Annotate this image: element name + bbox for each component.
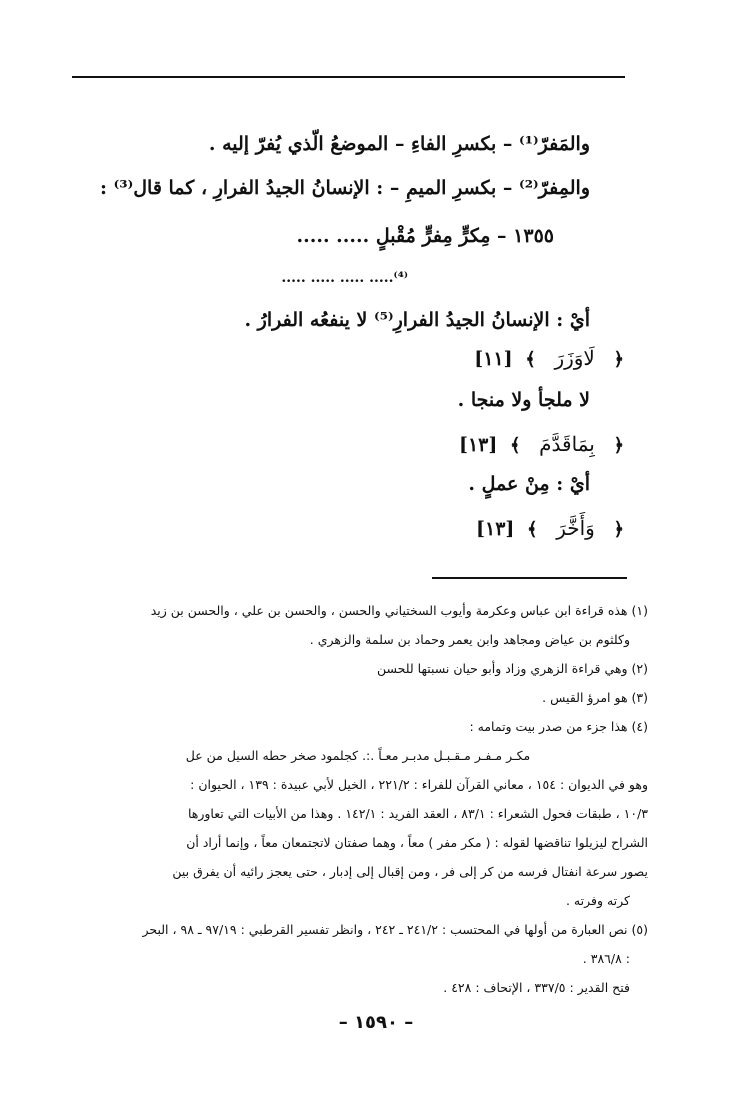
footnote-4-cont: ١٠/٣ ، طبقات فحول الشعراء : ٨٣/١ ، العقد الفريد : ١٤٢/١ . وهذا من الأبيات التي تعاورها: [187, 806, 648, 821]
verse-ref: [١٣]: [458, 434, 498, 456]
footnote-4-cont: يصور سرعة انفتال فرسه من كر إلى فر ، ومن إقبال إلى إدبار ، حتى يعجز رائيه أن يفرق بين: [172, 864, 648, 879]
footnote-5: (٥) نص العبارة من أولها في المحتسب : ٢٤١/٢ ـ ٢٤٢ ، وانظر تفسير القرطبي : ٩٧/١٩ ـ ٩٨ ، البحر: [142, 922, 648, 937]
entry-mifarr-line: والمِفرّ⁽²⁾ – بكسرِ الميمِ – : الإنسانُ الجيدُ الفرارِ ، كما قال⁽³⁾ :: [99, 177, 590, 199]
entry-mafarr-line: والمَفرّ⁽¹⁾ – بكسرِ الفاءِ – الموضعُ الّذي يُفرّ إليه .: [208, 133, 590, 155]
top-rule: [72, 76, 625, 78]
footnote-rule: [432, 577, 627, 579]
verse-open-bracket: ﴿: [613, 519, 624, 540]
gloss-line-2: أيْ : مِنْ عملٍ .: [468, 473, 590, 495]
footnote-4-verse: مكـر مـفـر مـقـبـل مدبـر معـاً .:. كجلمود صخر حطه السيل من عل: [185, 748, 531, 763]
verse-ref: [١٣]: [475, 518, 515, 540]
footnote-5-cont: فتح القدير : ٣٣٧/٥ ، الإتحاف : ٤٢٨ .: [443, 980, 630, 995]
verse-close-bracket: ﴾: [509, 435, 521, 456]
page-number: – ١٥٩٠ –: [338, 1012, 414, 1033]
verse-text: وَأَخَّرَ: [556, 516, 595, 540]
footnotes: [68, 596, 648, 1002]
footnote-4-cont: وهو في الديوان : ١٥٤ ، معاني القرآن للفراء : ٢٢١/٢ ، الخيل لأبي عبيدة : ١٣٩ ، الحيوان :: [190, 777, 648, 792]
verse-close-bracket: ﴾: [525, 349, 536, 370]
explanation-line: أيْ : الإنسانُ الجيدُ الفرارِ⁽⁵⁾ لا ينفعُه الفرارُ .: [244, 309, 590, 331]
verse-text: لَاوَزَرَ: [554, 346, 595, 370]
gloss-line-1: لا ملجأ ولا منجا .: [457, 389, 590, 411]
verse-close-bracket: ﴾: [527, 519, 538, 540]
poem-line-1355: ١٣٥٥ – مِكرٍّ مِفرٍّ مُقْبلٍ ..... .....: [296, 225, 554, 247]
quran-verse-wa-akhkhara: [476, 512, 630, 546]
footnote-4: (٤) هذا جزء من صدر بيت وتمامه :: [469, 719, 648, 734]
quran-verse-la-wazar: [474, 342, 630, 376]
poem-ellipsis-line: ⁽⁴⁾..... ..... ..... .....: [281, 270, 408, 286]
footnote-3: (٣) هو امرؤ القيس .: [542, 690, 648, 705]
footnote-1: (١) هذه قراءة ابن عباس وعكرمة وأيوب السختياني والحسن ، والحسن بن علي ، والحسن بن زيد: [150, 603, 648, 618]
verse-open-bracket: ﴿: [613, 349, 624, 370]
footnote-2: (٢) وهي قراءة الزهري وزاد وأبو حيان نسبتها للحسن: [376, 661, 648, 676]
footnote-1-cont: وكلثوم بن عياض ومجاهد وابن يعمر وحماد بن سلمة والزهري .: [309, 632, 630, 647]
quran-verse-bima-qaddama: [459, 428, 630, 462]
verse-ref: [١١]: [474, 348, 513, 370]
footnote-4-cont: كرته وفرته .: [565, 893, 630, 908]
footnote-5-cont: : ٣٨٦/٨ .: [582, 951, 630, 966]
footnote-4-cont: الشراح ليزيلوا تناقضها لقوله : ( مكر مفر ) معاً ، وهما صفتان لاتجتمعان معاً ، وإنما أراد أن: [186, 835, 648, 850]
verse-text: بِمَاقَدَّمَ: [539, 432, 595, 456]
verse-open-bracket: ﴿: [613, 435, 624, 456]
